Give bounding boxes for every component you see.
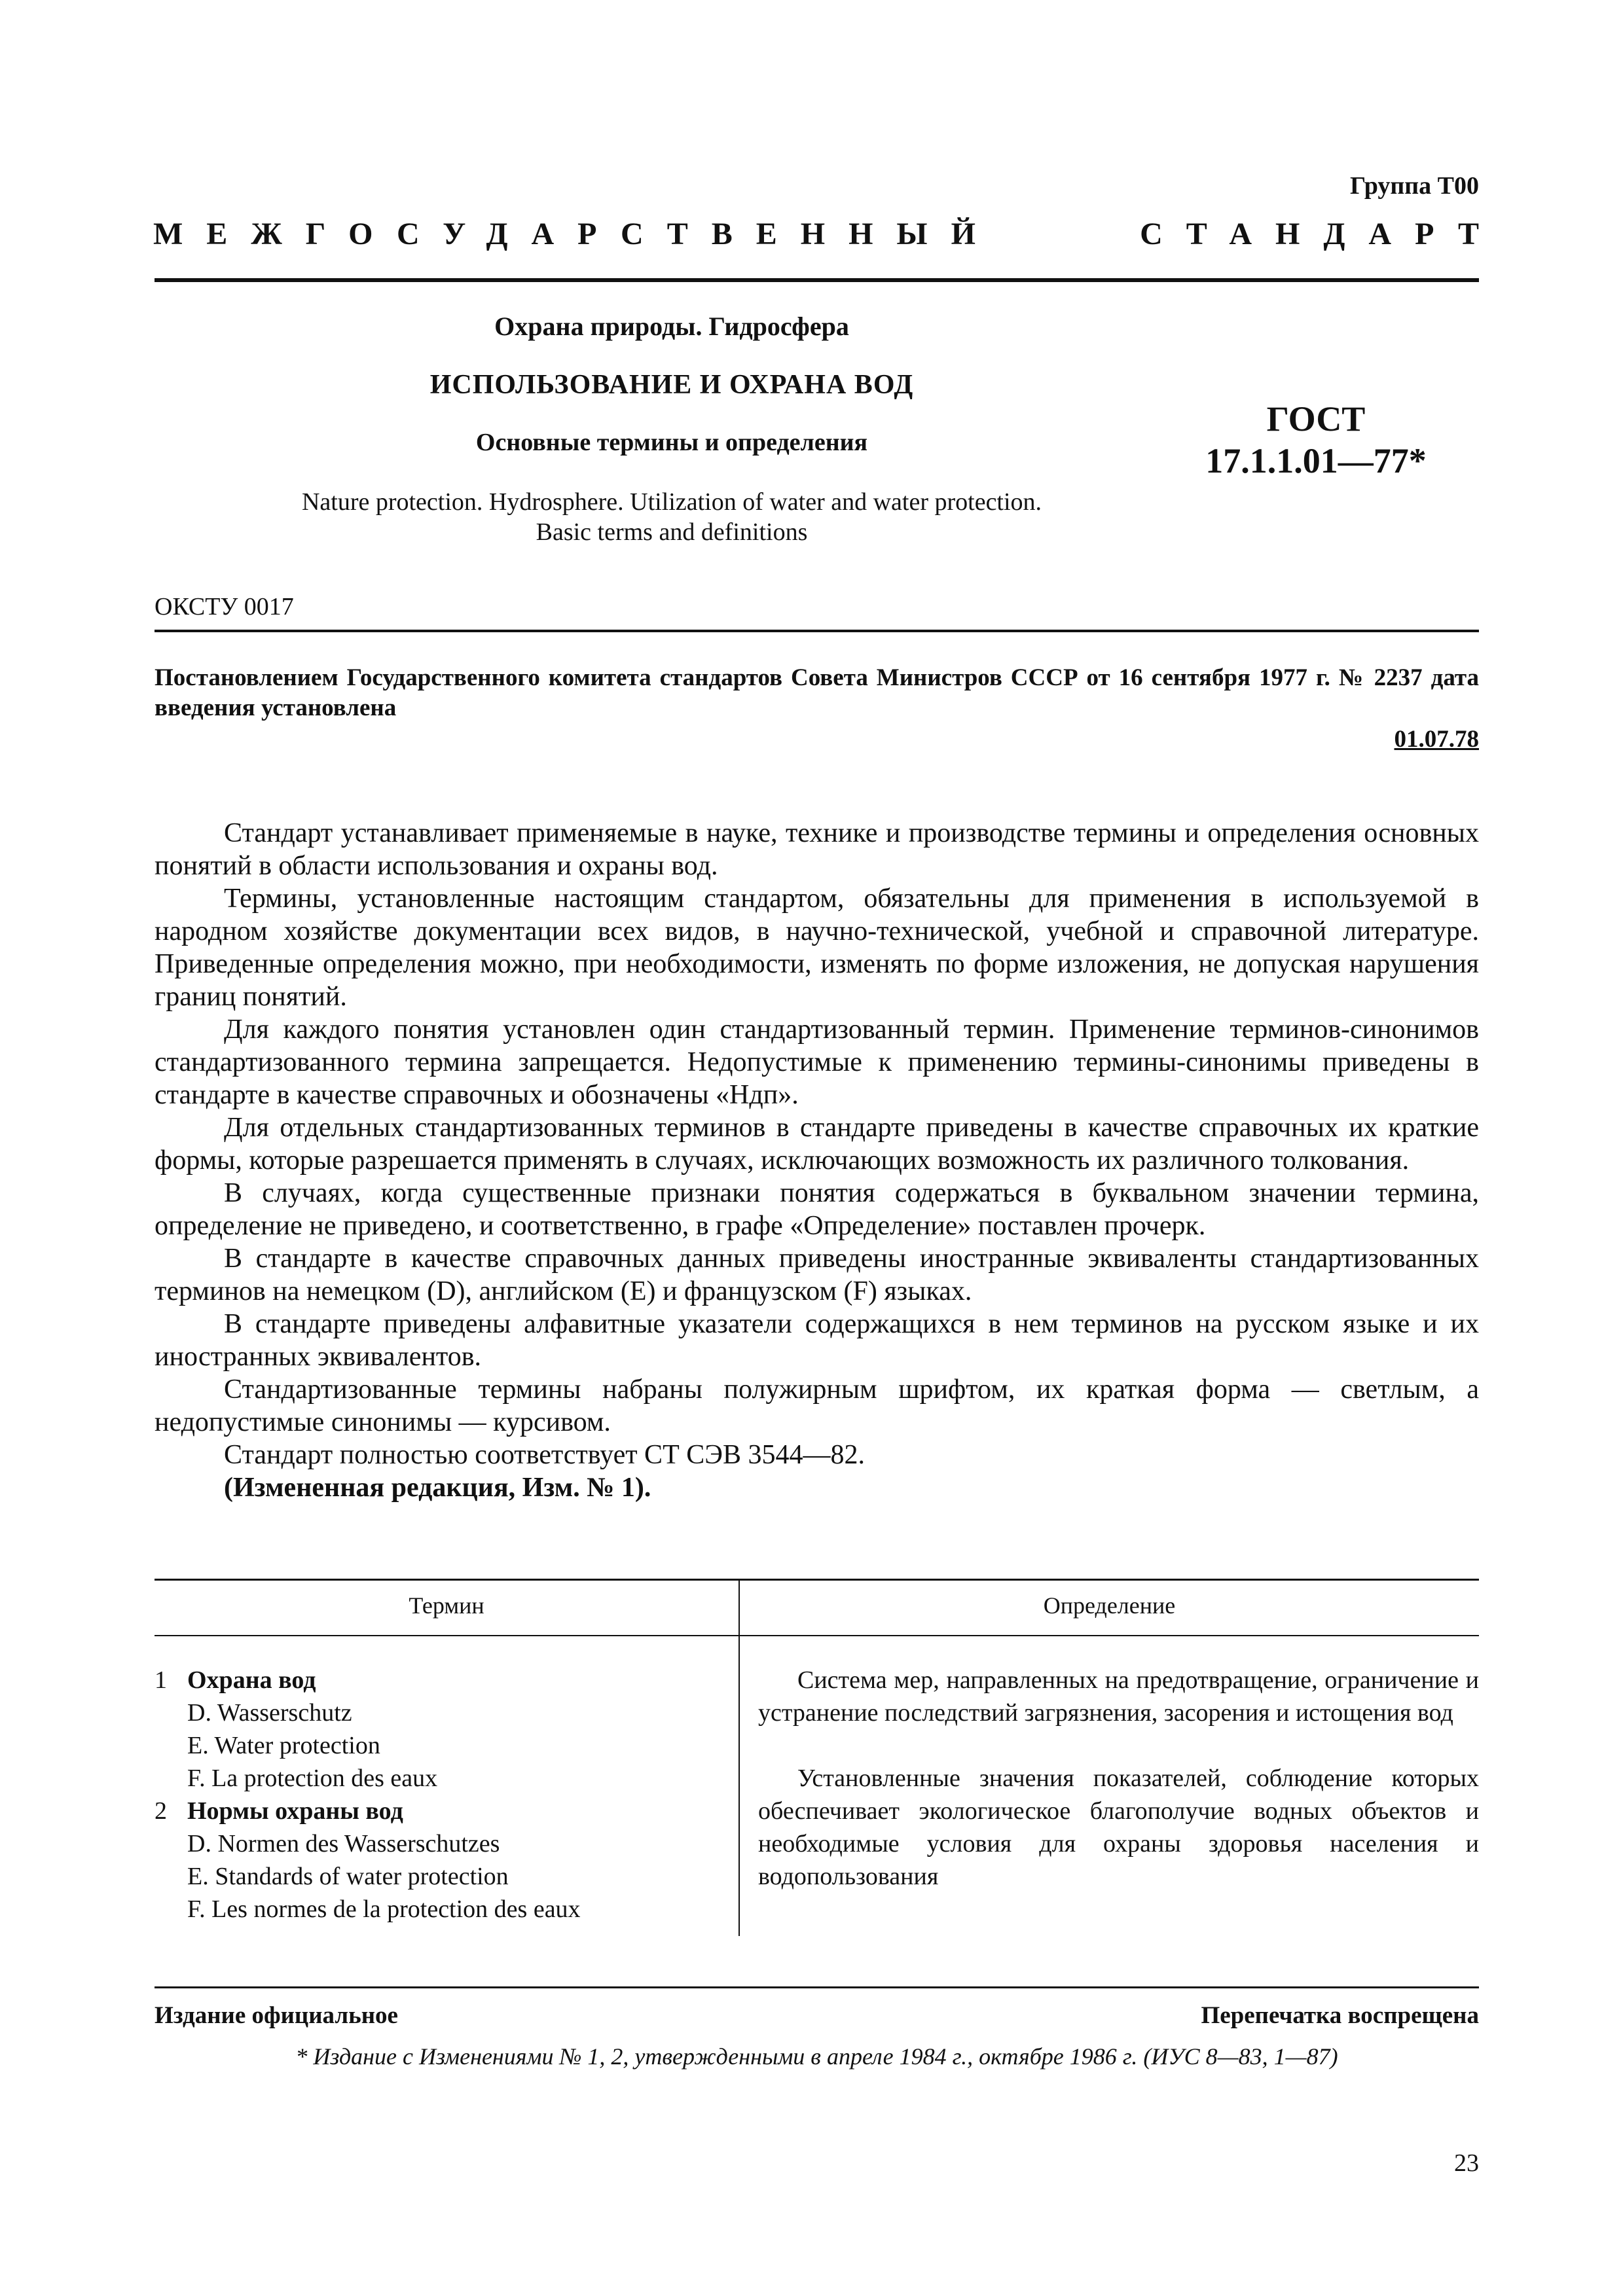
amendment-note: (Измененная редакция, Изм. № 1). xyxy=(224,1473,651,1503)
header-rule xyxy=(155,278,1479,282)
title-english-2: Basic terms and definitions xyxy=(536,518,808,546)
official-edition: Издание официальное xyxy=(155,2002,398,2029)
decree-date: 01.07.78 xyxy=(1394,726,1479,753)
title-english-1: Nature protection. Hydrosphere. Utilization of water and water protection. xyxy=(301,488,1042,516)
title-line-3: Основные термины и определения xyxy=(475,429,868,456)
table-header-rule xyxy=(155,1635,1479,1636)
paragraph: В стандарте приведены алфавитные указатели содержащихся в нем терминов на русском языке и их иностранных эквивалентов. xyxy=(155,1309,1479,1372)
edition-footnote: * Издание с Изменениями № 1, 2, утвержденными в апреле 1984 г., октябре 1986 г. (ИУС 8—83, 1—87) xyxy=(295,2043,1338,2070)
title-line-1: Охрана природы. Гидросфера xyxy=(494,312,849,341)
gost-number: 17.1.1.01—77* xyxy=(1205,441,1427,480)
definitions-column xyxy=(758,1664,1479,1893)
page-number: 23 xyxy=(1454,2149,1479,2177)
terms-column xyxy=(155,1664,731,1926)
header-interstate: МЕЖГОСУДАРСТВЕННЫЙ xyxy=(153,217,999,251)
term-english: E. Standards of water protection xyxy=(187,1863,509,1890)
body-text xyxy=(155,817,1479,1504)
definition-text: Установленные значения показателей, соблюдение которых обеспечивает экологическое благополучие водных объектов и необходимые условия для охраны здоровья населения и водопользования xyxy=(758,1765,1479,1890)
title-line-2: ИСПОЛЬЗОВАНИЕ И ОХРАНА ВОД xyxy=(429,370,914,400)
term-german: D. Wasserschutz xyxy=(187,1699,352,1727)
title-block xyxy=(155,311,1189,547)
term-row xyxy=(155,1664,731,1696)
table-column-divider xyxy=(739,1579,740,1936)
term-german: D. Normen des Wasserschutzes xyxy=(187,1830,500,1857)
table-header-definition: Определение xyxy=(1043,1592,1176,1619)
table-header-term: Термин xyxy=(409,1592,484,1619)
okstu-rule xyxy=(155,630,1479,632)
footer-rule xyxy=(155,1986,1479,1988)
header-standard: СТАНДАРТ xyxy=(1140,217,1503,251)
paragraph: Стандарт устанавливает применяемые в науке, технике и производстве термины и определения основных понятий в области использования и охраны вод. xyxy=(155,818,1479,881)
table-top-rule xyxy=(155,1579,1479,1581)
term-number: 2 xyxy=(155,1797,167,1825)
paragraph: Стандарт полностью соответствует СТ СЭВ 3544—82. xyxy=(224,1440,865,1470)
group-code: Группа Т00 xyxy=(1349,172,1479,200)
gost-designation xyxy=(1152,398,1480,482)
reprint-notice: Перепечатка воспрещена xyxy=(1201,2002,1479,2029)
term-english: E. Water protection xyxy=(187,1732,380,1759)
paragraph: В случаях, когда существенные признаки понятия содержаться в буквальном значении термина, определение не приведено, и соответственно, в графе «Определение» поставлен прочерк. xyxy=(155,1178,1479,1241)
definition-text: Система мер, направленных на предотвращение, ограничение и устранение последствий загрязнения, засорения и истощения вод xyxy=(758,1666,1479,1727)
term-row xyxy=(155,1795,731,1827)
paragraph: В стандарте в качестве справочных данных приведены иностранные эквиваленты стандартизованных терминов на немецком (D), английском (E) и французском (F) языках. xyxy=(155,1244,1479,1306)
term-name: Нормы охраны вод xyxy=(187,1797,403,1825)
paragraph: Стандартизованные термины набраны полужирным шрифтом, их краткая форма — светлым, а недопустимые синонимы — курсивом. xyxy=(155,1374,1479,1437)
paragraph: Для каждого понятия установлен один стандартизованный термин. Применение терминов-синонимов стандартизованного термина запрещается. Недопустимые к применению термины-синонимы приведены в стандарте в качестве справочных и обозначены «Ндп». xyxy=(155,1014,1479,1110)
decree-text: Постановлением Государственного комитета стандартов Совета Министров СССР от 16 сентября 1977 г. № 2237 дата введения установлена xyxy=(155,664,1479,721)
paragraph: Термины, установленные настоящим стандартом, обязательны для применения в используемой в народном хозяйстве документации всех видов, в научно-технической, учебной и справочной литературе. Приведенные определения можно, при необходимости, изменять по форме изложения, не допуская нарушения границ понятий. xyxy=(155,884,1479,1012)
term-french: F. Les normes de la protection des eaux xyxy=(187,1895,581,1923)
okstu-code: ОКСТУ 0017 xyxy=(155,593,294,620)
term-french: F. La protection des eaux xyxy=(187,1765,438,1792)
term-number: 1 xyxy=(155,1666,167,1694)
term-name: Охрана вод xyxy=(187,1666,316,1694)
gost-label: ГОСТ xyxy=(1266,399,1366,439)
paragraph: Для отдельных стандартизованных терминов в стандарте приведены в качестве справочных их краткие формы, которые разрешается применять в случаях, исключающих возможность их различного толкования. xyxy=(155,1113,1479,1175)
